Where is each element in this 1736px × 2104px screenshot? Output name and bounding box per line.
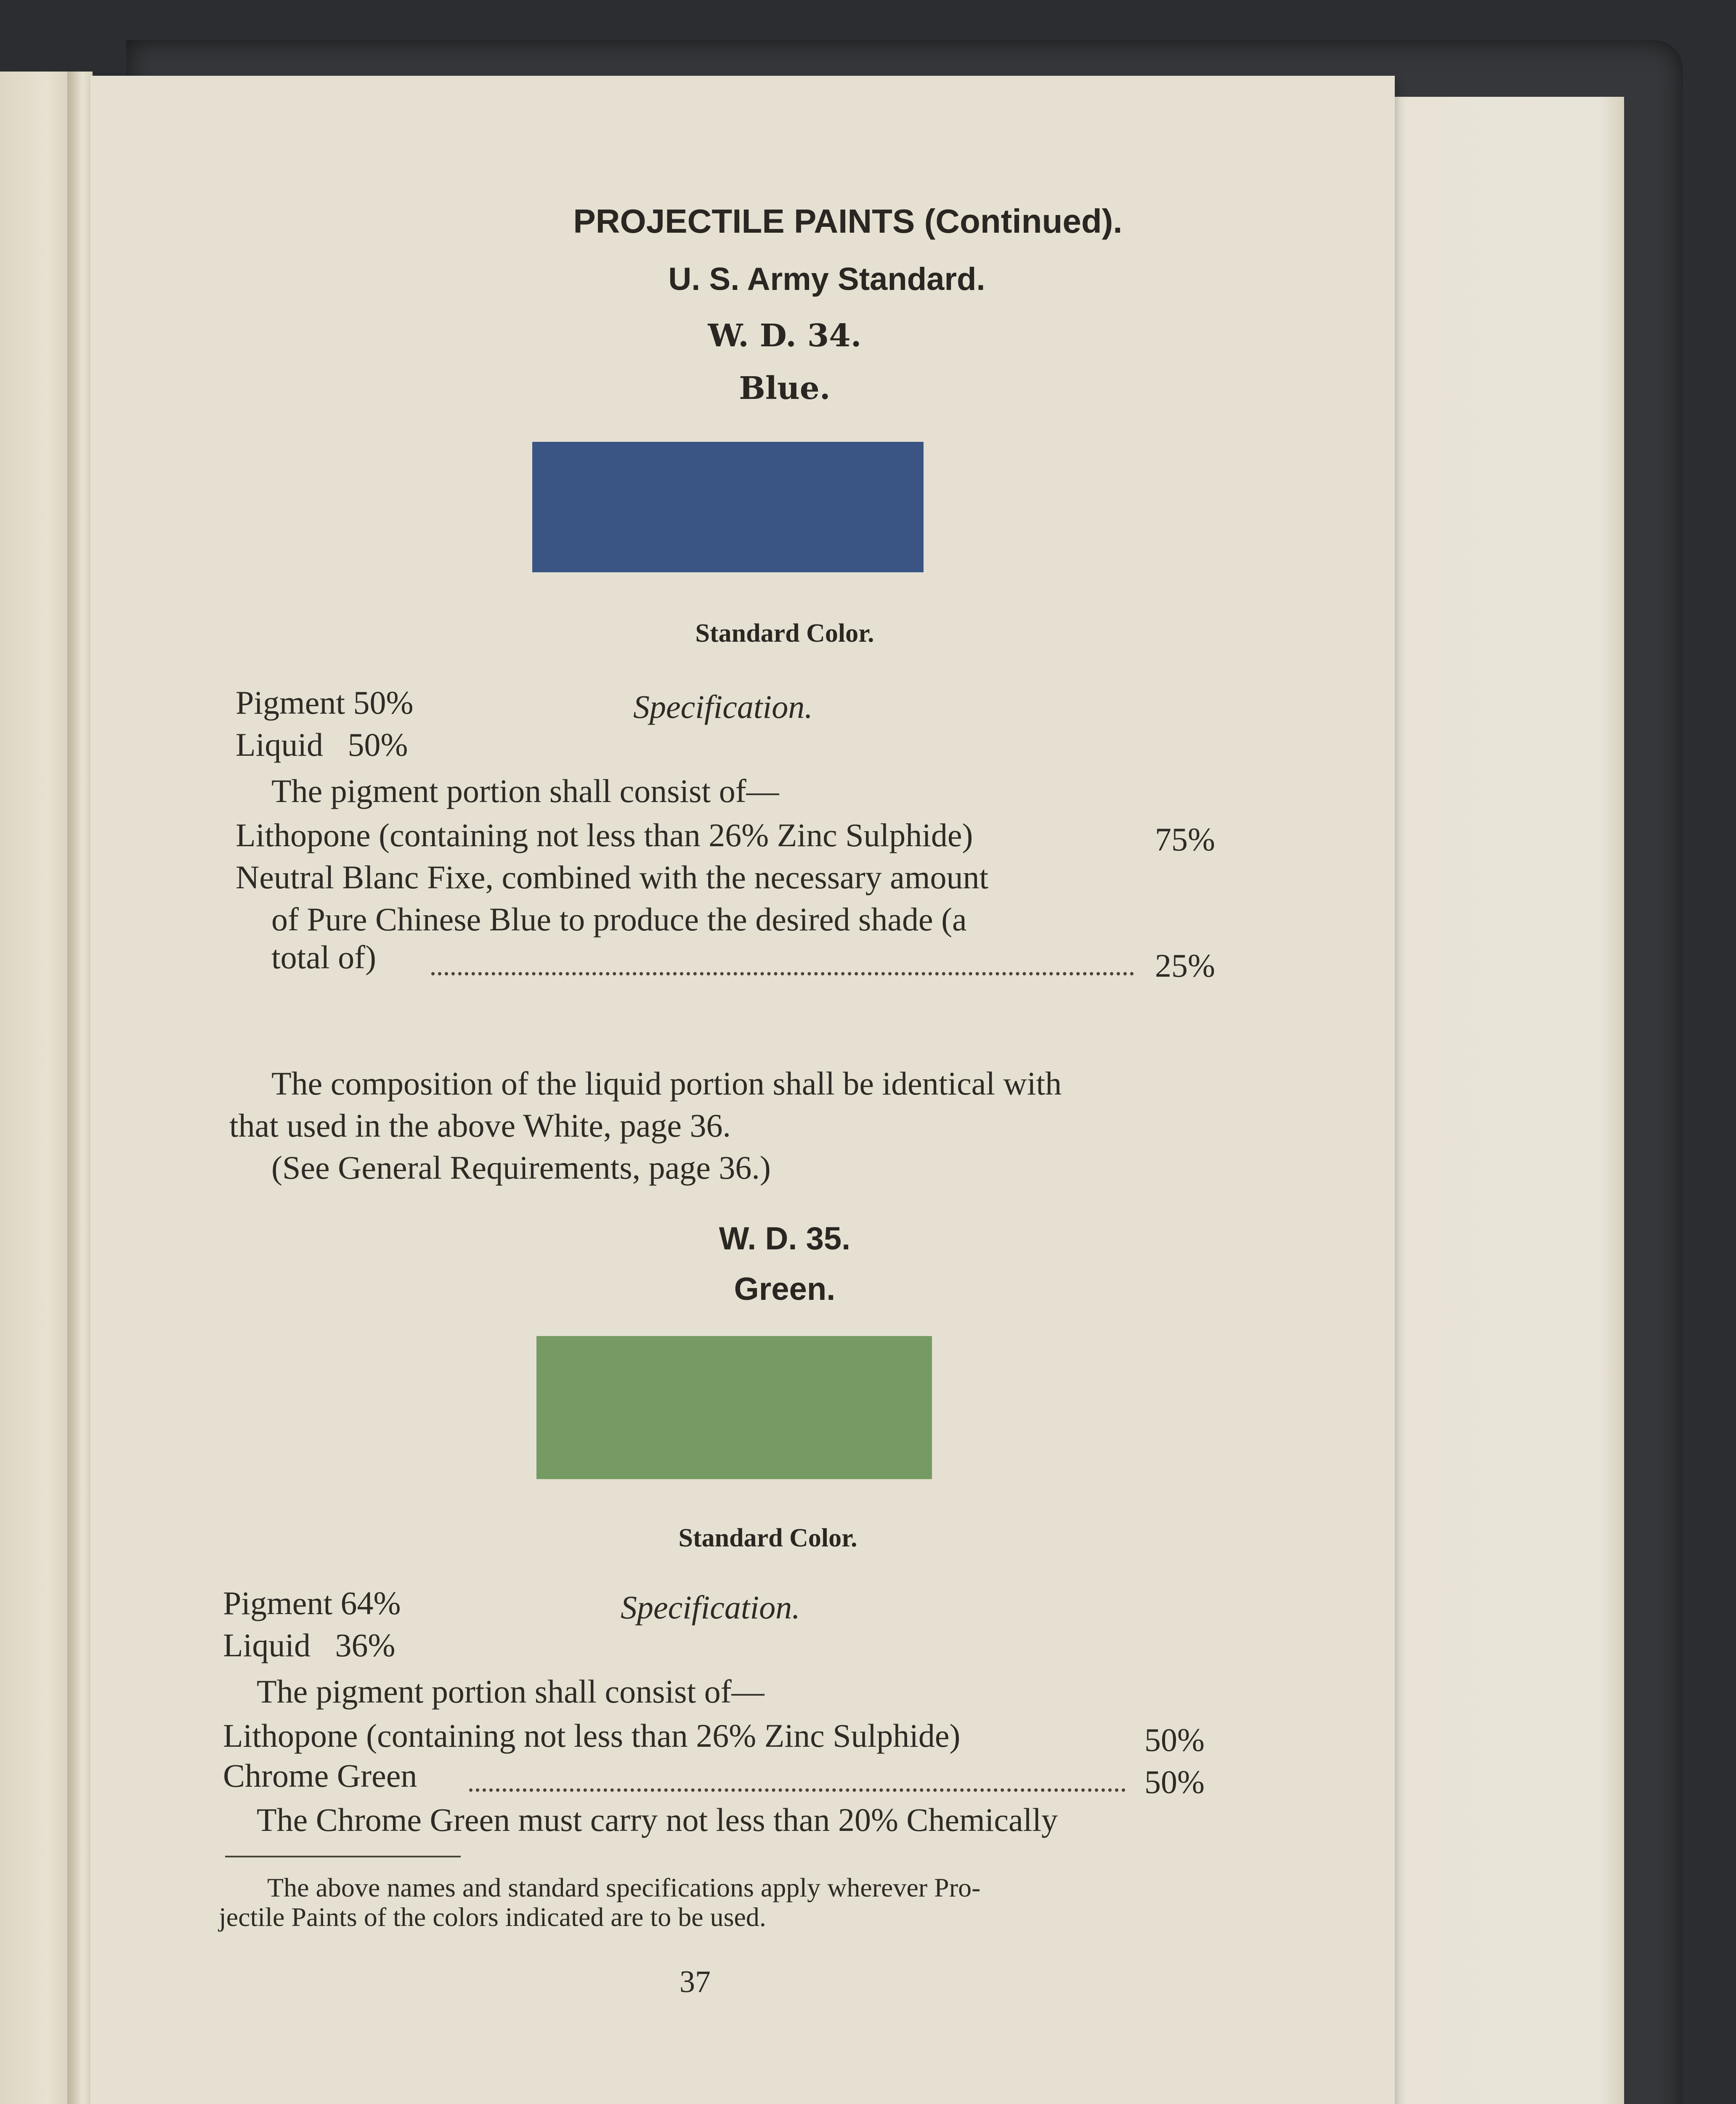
green-spec-label: Specification. <box>621 1589 800 1626</box>
page-content <box>90 76 1395 2104</box>
page-number: 37 <box>680 1965 711 1999</box>
blue-leader-dots <box>431 972 1134 975</box>
page-subtitle: U. S. Army Standard. <box>668 261 985 297</box>
footnote-line1: The above names and standard specifications apply wherever Pro- <box>267 1873 981 1902</box>
blue-line1: Lithopone (containing not less than 26% Zinc Sulphide) <box>236 817 973 853</box>
back-page-edge <box>1376 97 1624 2104</box>
blue-pigment: Pigment 50% <box>236 684 414 721</box>
green-color-swatch <box>536 1336 932 1479</box>
page-37 <box>90 76 1395 2104</box>
green-line1: Lithopone (containing not less than 26% Zinc Sulphide) <box>223 1717 961 1754</box>
blue-code: W. D. 34. <box>708 318 862 354</box>
green-swatch-caption: Standard Color. <box>678 1524 857 1552</box>
green-line2-pct: 50% <box>1144 1764 1205 1800</box>
green-leader-dots <box>469 1788 1125 1792</box>
green-line2: Chrome Green <box>223 1757 417 1794</box>
green-line3: The Chrome Green must carry not less than 20% Chemically <box>257 1801 1058 1838</box>
green-liquid: Liquid 36% <box>223 1627 396 1663</box>
green-name: Green. <box>734 1271 836 1307</box>
green-code: W. D. 35. <box>719 1221 851 1257</box>
blue-liquid: Liquid 50% <box>236 726 408 763</box>
blue-name: Blue. <box>739 370 831 406</box>
green-line1-pct: 50% <box>1144 1721 1205 1758</box>
page-title: PROJECTILE PAINTS (Continued). <box>573 202 1123 240</box>
green-intro: The pigment portion shall consist of— <box>257 1673 764 1710</box>
blue-spec-label: Specification. <box>633 688 813 725</box>
blue-line1-pct: 75% <box>1155 821 1215 858</box>
blue-line2: Neutral Blanc Fixe, combined with the necessary amount <box>236 859 989 895</box>
blue-para1: The composition of the liquid portion shall be identical with <box>271 1065 1062 1102</box>
footnote-line2: jectile Paints of the colors indicated are to be used. <box>219 1902 766 1932</box>
blue-swatch-caption: Standard Color. <box>695 619 874 648</box>
blue-line3: of Pure Chinese Blue to produce the desired shade (a <box>271 901 967 938</box>
green-pigment: Pigment 64% <box>223 1585 401 1621</box>
blue-para2: that used in the above White, page 36. <box>229 1107 731 1144</box>
blue-line4-pct: 25% <box>1155 947 1215 984</box>
page-gutter <box>67 72 93 2104</box>
blue-intro: The pigment portion shall consist of— <box>271 773 779 809</box>
blue-para3: (See General Requirements, page 36.) <box>271 1149 771 1186</box>
footnote-rule <box>225 1856 461 1857</box>
blue-color-swatch <box>532 442 924 572</box>
blue-line4: total of) <box>271 939 377 975</box>
